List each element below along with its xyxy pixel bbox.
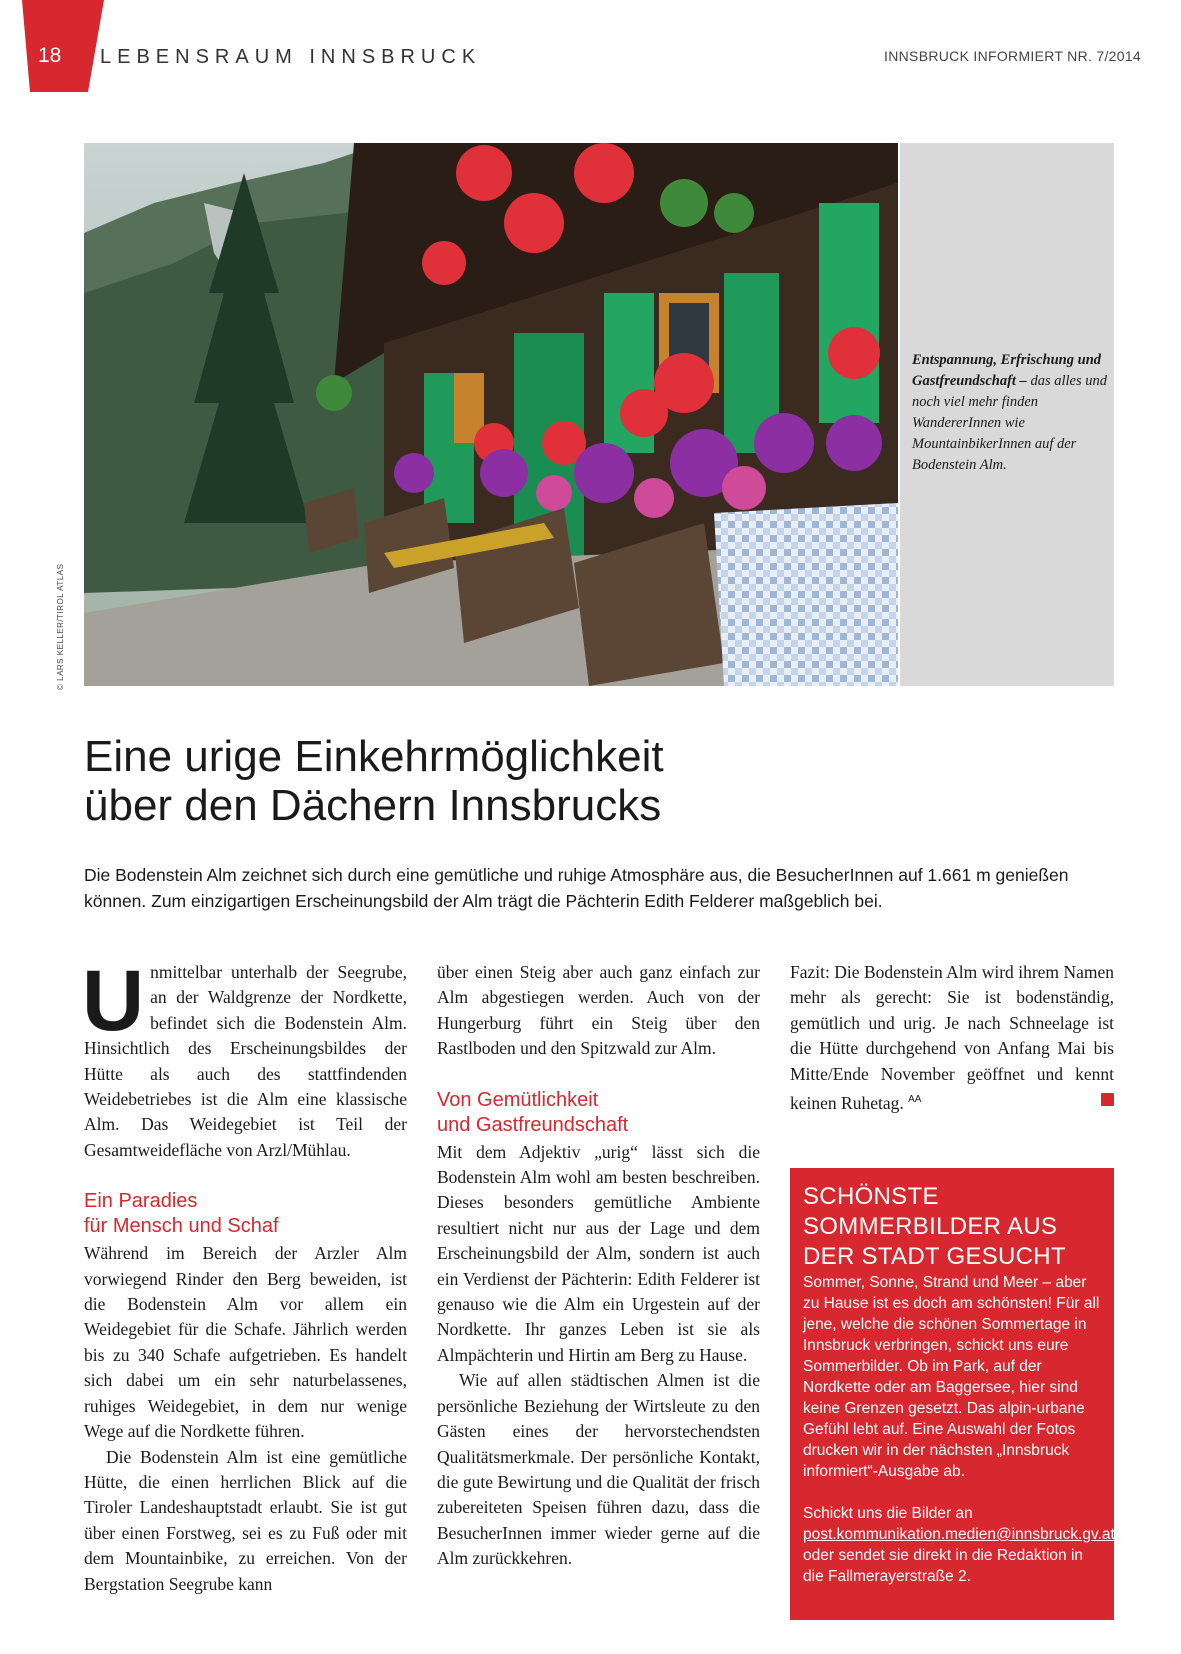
paragraph-6: Wie auf allen städtischen Almen ist die persönliche Beziehung der Wirtsleute zu den Gästen eines der hervorstechendsten Qualitätsmerkmale. Der persönliche Kontakt, die gute Bewirtung und die Qualität der frisch zubereiteten Speisen führen dazu, dass die BesucherInnen immer wieder gerne auf die Alm zurückkehren. bbox=[437, 1370, 760, 1569]
info-body-text: Sommer, Sonne, Strand und Meer – aber zu Hause ist es doch am schönsten! Für all jene, welche die schönen Sommertage in Innsbruck verbringen, schickt uns eure Sommerbilder. Ob im Park, auf der Nordkette oder am Baggersee, hier sind keine Grenzen gesetzt. Das alpin-urbane Gefühl lebt auf. Eine Auswahl der Fotos drucken wir in der nächsten „Innsbruck informiert“-Ausgabe ab. bbox=[803, 1274, 1100, 1480]
subheading-1-line-1: Ein Paradies bbox=[84, 1190, 198, 1213]
subheading-2-line-2: und Gastfreundschaft bbox=[437, 1113, 629, 1136]
author-initials: AA bbox=[908, 1094, 922, 1106]
info-box-title bbox=[803, 1182, 1103, 1272]
photo-credit: © LARS KELLER/TIROL ATLAS bbox=[56, 563, 65, 690]
info-contact-post: oder sendet sie direkt in die Redaktion in die Fallmerayerstraße 2. bbox=[803, 1547, 1084, 1585]
info-contact-pre: Schickt uns die Bilder an bbox=[803, 1505, 973, 1522]
info-title-line-1: SCHÖNSTE bbox=[803, 1183, 939, 1210]
subheading-2 bbox=[437, 1088, 760, 1138]
info-box bbox=[790, 1168, 1114, 1620]
lead-paragraph: Die Bodenstein Alm zeichnet sich durch eine gemütliche und ruhige Atmosphäre aus, die BesucherInnen auf 1.661 m genießen können. Zum einzigartigen Erscheinungsbild der Alm trägt die Pächterin Edith Felderer maßgeblich bei. bbox=[84, 865, 1069, 911]
issue-label: INNSBRUCK INFORMIERT NR. 7/2014 bbox=[884, 48, 1141, 64]
subheading-1-line-2: für Mensch und Schaf bbox=[84, 1215, 279, 1238]
paragraph-4: über einen Steig aber auch ganz einfach zur Alm abgestiegen werden. Auch von der Hungerburg führt ein Steig über den Rastlboden und den Spitzwald zur Alm. bbox=[437, 962, 760, 1059]
alm-photo bbox=[84, 143, 898, 686]
page-number: 18 bbox=[38, 44, 62, 67]
subheading-1 bbox=[84, 1189, 407, 1239]
caption-text: das alles und noch viel mehr finden WandererInnen wie MountainbikerInnen auf der Bodenstein Alm. bbox=[912, 373, 1107, 473]
drop-cap: U bbox=[82, 953, 145, 1049]
caption-bold: Entspannung, Erfrischung und Gastfreundschaft – bbox=[912, 352, 1102, 389]
headline-line-2: über den Dächern Innsbrucks bbox=[84, 781, 662, 830]
paragraph-2: Während im Bereich der Arzler Alm vorwiegend Rinder den Berg beweiden, ist die Bodenstein Alm vor allem ein Weidegebiet für die Schafe. Jährlich werden bis zu 340 Schafe aufgetrieben. Es handelt sich dabei um ein sehr naturbelassenes, ruhiges Weidegebiet, in dem nur wenige Wege auf die Nordkette führen. bbox=[84, 1243, 407, 1442]
info-contact bbox=[803, 1503, 1115, 1587]
headline-line-1: Eine urige Einkehrmöglichkeit bbox=[84, 732, 664, 781]
subheading-2-line-1: Von Gemütlichkeit bbox=[437, 1088, 599, 1111]
column-2 bbox=[437, 960, 760, 1572]
column-3 bbox=[790, 960, 1114, 1116]
paragraph-3: Die Bodenstein Alm ist eine gemütliche Hütte, die einen herrlichen Blick auf die Tiroler Landeshauptstadt erlaubt. Sie ist gut über einen Forstweg, sei es zu Fuß oder mit dem Mountainbike, zu erreichen. Von der Bergstation Seegrube kann bbox=[84, 1446, 407, 1594]
photo-caption bbox=[912, 350, 1108, 476]
info-title-line-2: SOMMERBILDER AUS bbox=[803, 1213, 1058, 1240]
headline bbox=[84, 732, 1114, 830]
info-box-body bbox=[803, 1272, 1115, 1608]
column-1 bbox=[82, 953, 407, 1597]
info-title-line-3: DER STADT GESUCHT bbox=[803, 1243, 1066, 1270]
end-mark-icon bbox=[1101, 1093, 1114, 1106]
paragraph-1: nmittelbar unterhalb der Seegrube, an der Waldgrenze der Nordkette, befindet sich die Bodenstein Alm. Hinsichtlich des Erscheinungsbildes der Hütte als auch des stattfindenden Weidebetriebes ist die Alm eine klassische Alm. Das Weidegebiet ist Teil der Gesamtweidefläche von Arzl/Mühlau. bbox=[84, 962, 407, 1160]
email-link[interactable]: post.kommunikation.medien@innsbruck.gv.at bbox=[803, 1526, 1115, 1543]
paragraph-7: Fazit: Die Bodenstein Alm wird ihrem Namen mehr als gerecht: Sie ist bodenständig, gemütlich und urig. Je nach Schneelage ist die Hütte durchgehend von Anfang Mai bis Mitte/Ende November geöffnet und kennt keinen Ruhetag. bbox=[790, 962, 1114, 1113]
paragraph-5: Mit dem Adjektiv „urig“ lässt sich die Bodenstein Alm wohl am besten beschreiben. Dieses besonders gemütliche Ambiente resultiert nicht nur aus der Lage und dem Erscheinungsbild der Alm, sondern ist auch ein Verdienst der Pächterin: Edith Felderer ist genauso wie die Alm ein Urgestein auf der Nordkette. Ihr ganzes Leben ist sie als Almpächterin und Hirtin am Berg zu Hause. bbox=[437, 1141, 760, 1365]
section-title: LEBENSRAUM INNSBRUCK bbox=[100, 46, 482, 68]
caption-box bbox=[900, 143, 1114, 686]
